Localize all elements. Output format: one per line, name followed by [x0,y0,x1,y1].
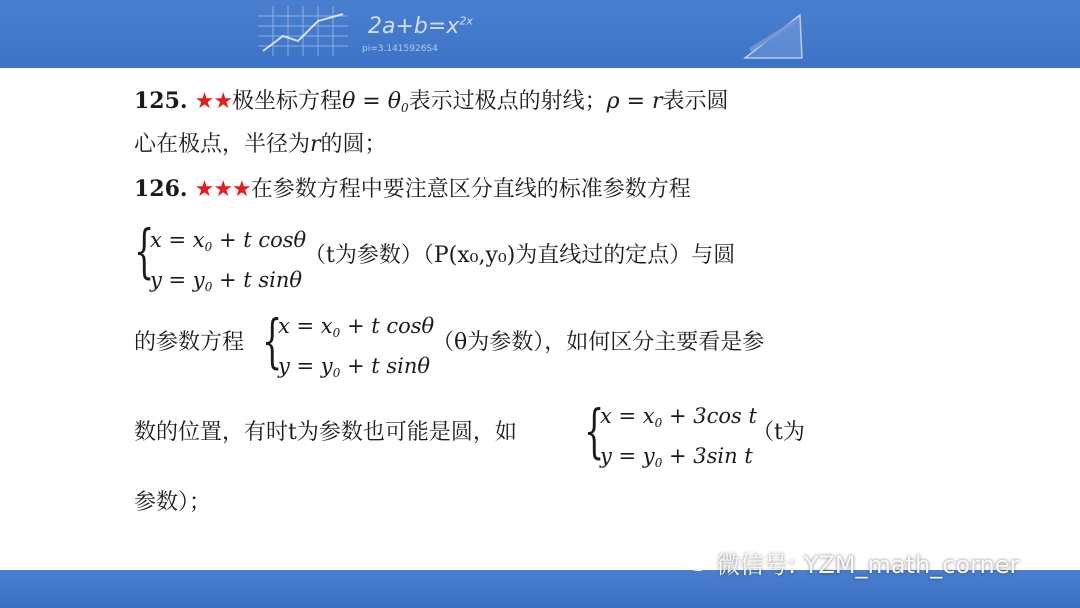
brace-symbol: { [262,307,283,375]
item-126-note1: （t为参数）（P(x₀,y₀)为直线过的定点）与圆 [304,243,736,268]
item-126-line-d: 参数）； [134,490,212,515]
item-text: 的圆； [320,132,387,157]
item-text: 极坐标方程 [232,89,343,114]
item-126-line1 [134,174,691,205]
radius-symbol: r [310,132,321,157]
equation-y: $y = y_0 + t$ sinθ [278,354,431,380]
ruler-triangle-decoration [740,10,810,62]
brace-symbol: { [134,217,155,285]
item-text: 心在极点，半径为 [134,132,311,157]
rho-eq-formula: ρ = r [606,89,663,114]
difficulty-stars: ★★ [194,89,233,114]
equation-y: $y = y_0 + t$ sinθ [150,268,303,294]
item-text: 表示圆 [662,89,729,114]
formula-decoration: $2a+b=x^{2x}$ [368,14,473,39]
graph-grid-decoration [258,6,348,56]
equation-x: $x = x_0 + 3\cos$ t [600,404,757,430]
item-126-line-b: 的参数方程 [134,330,245,355]
item-126-line-c: 数的位置，有时t为参数也可能是圆，如 [134,420,517,445]
difficulty-stars: ★★★ [194,177,251,202]
item-125-line1 [134,86,729,123]
example-param-equations [600,396,757,476]
header-banner [0,0,1080,68]
equation-x: $x = x_0 + t$ cosθ [150,228,307,254]
equation-y: $y = y_0 + 3\sin$ t [600,444,753,470]
line-param-equations [150,220,306,300]
item-text: 在参数方程中要注意区分直线的标准参数方程 [250,177,691,202]
pi-decoration: pi=3.1415926S4 [362,44,438,54]
item-text: 表示过极点的射线； [408,89,607,114]
theta-eq-formula: $\theta = \theta_0$ [342,89,409,115]
circle-param-equations [278,306,434,386]
brace-symbol: { [584,397,605,465]
wechat-icon [672,545,712,573]
item-125-line2 [134,130,387,160]
item-number: 125. [134,88,188,114]
item-number: 126. [134,176,188,202]
item-126-note3: （t为 [752,420,805,445]
watermark-text: 微信号: YZM_math_corner [716,551,1020,579]
item-126-note2: （θ为参数），如何区分主要看是参 [432,330,765,355]
equation-x: $x = x_0 + t$ cosθ [278,314,435,340]
